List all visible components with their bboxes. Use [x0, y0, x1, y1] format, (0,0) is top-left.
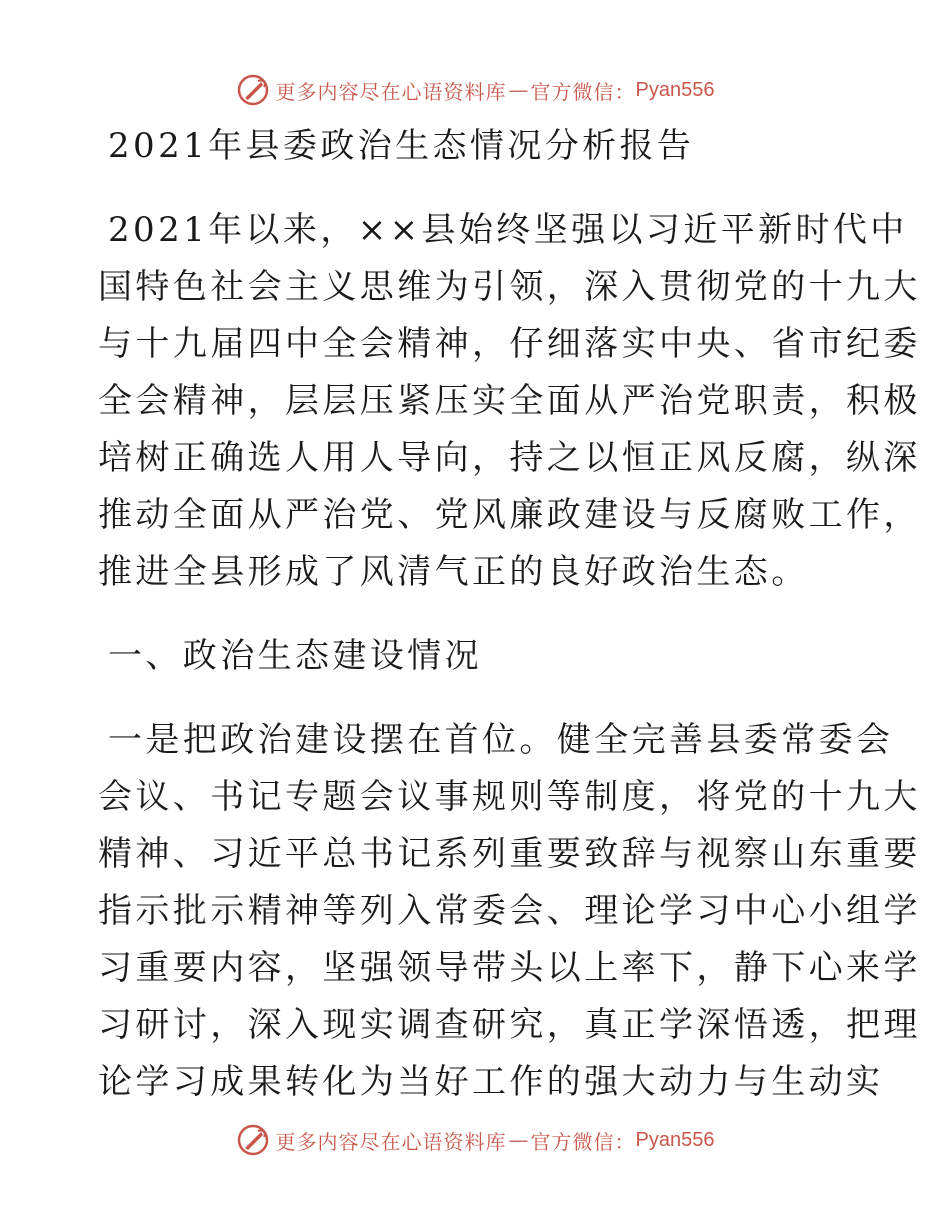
paragraph-line: 国特色社会主义思维为引领，深入贯彻党的十九大 [98, 267, 921, 307]
paragraph-section-one [98, 712, 921, 1111]
watermark-contact: 官方微信： [530, 1129, 636, 1154]
paragraph-line: 一是把政治建设摆在首位。健全完善县委常委会 [108, 720, 894, 760]
paragraph-line: 培树正确选人用人导向，持之以恒正风反腐，纵深 [98, 438, 921, 478]
paragraph-line: 全会精神，层层压紧压实全面从严治党职责，积极 [98, 381, 921, 421]
paragraph-line: 2021年以来，××县始终坚强以习近平新时代中 [108, 210, 908, 250]
watermark-id: Pyan556 [635, 78, 715, 101]
paragraph-line: 与十九届四中全会精神，仔细落实中央、省市纪委 [98, 324, 921, 364]
paragraph-line: 推进全县形成了风清气正的良好政治生态。 [98, 552, 809, 592]
document-title: 2021年县委政治生态情况分析报告 [108, 126, 695, 166]
paragraph-intro [98, 202, 921, 601]
watermark-dash: — [508, 78, 529, 102]
watermark-text: 更多内容尽在心语资料库 [275, 79, 507, 104]
paragraph-line: 习重要内容，坚强领导带头以上率下，静下心来学 [98, 948, 921, 988]
paragraph-line: 会议、书记专题会议事规则等制度，将党的十九大 [98, 777, 921, 817]
document-body [98, 118, 921, 1111]
quill-logo-icon [236, 1123, 270, 1157]
watermark-contact: 官方微信： [530, 79, 636, 104]
paragraph-line: 精神、习近平总书记系列重要致辞与视察山东重要 [98, 834, 921, 874]
watermark-dash: — [508, 1128, 529, 1152]
paragraph-line: 推动全面从严治党、党风廉政建设与反腐败工作， [98, 495, 921, 535]
watermark-footer [0, 1120, 950, 1160]
paragraph-line: 指示批示精神等列入常委会、理论学习中心小组学 [98, 891, 921, 931]
section-heading: 一、政治生态建设情况 [108, 636, 482, 676]
quill-logo-icon [236, 73, 270, 107]
paragraph-line: 习研讨，深入现实调查研究，真正学深悟透，把理 [98, 1005, 921, 1045]
watermark-text: 更多内容尽在心语资料库 [275, 1129, 507, 1154]
watermark-id: Pyan556 [635, 1128, 715, 1151]
watermark-header [0, 70, 950, 110]
paragraph-line: 论学习成果转化为当好工作的强大动力与生动实 [98, 1062, 884, 1102]
